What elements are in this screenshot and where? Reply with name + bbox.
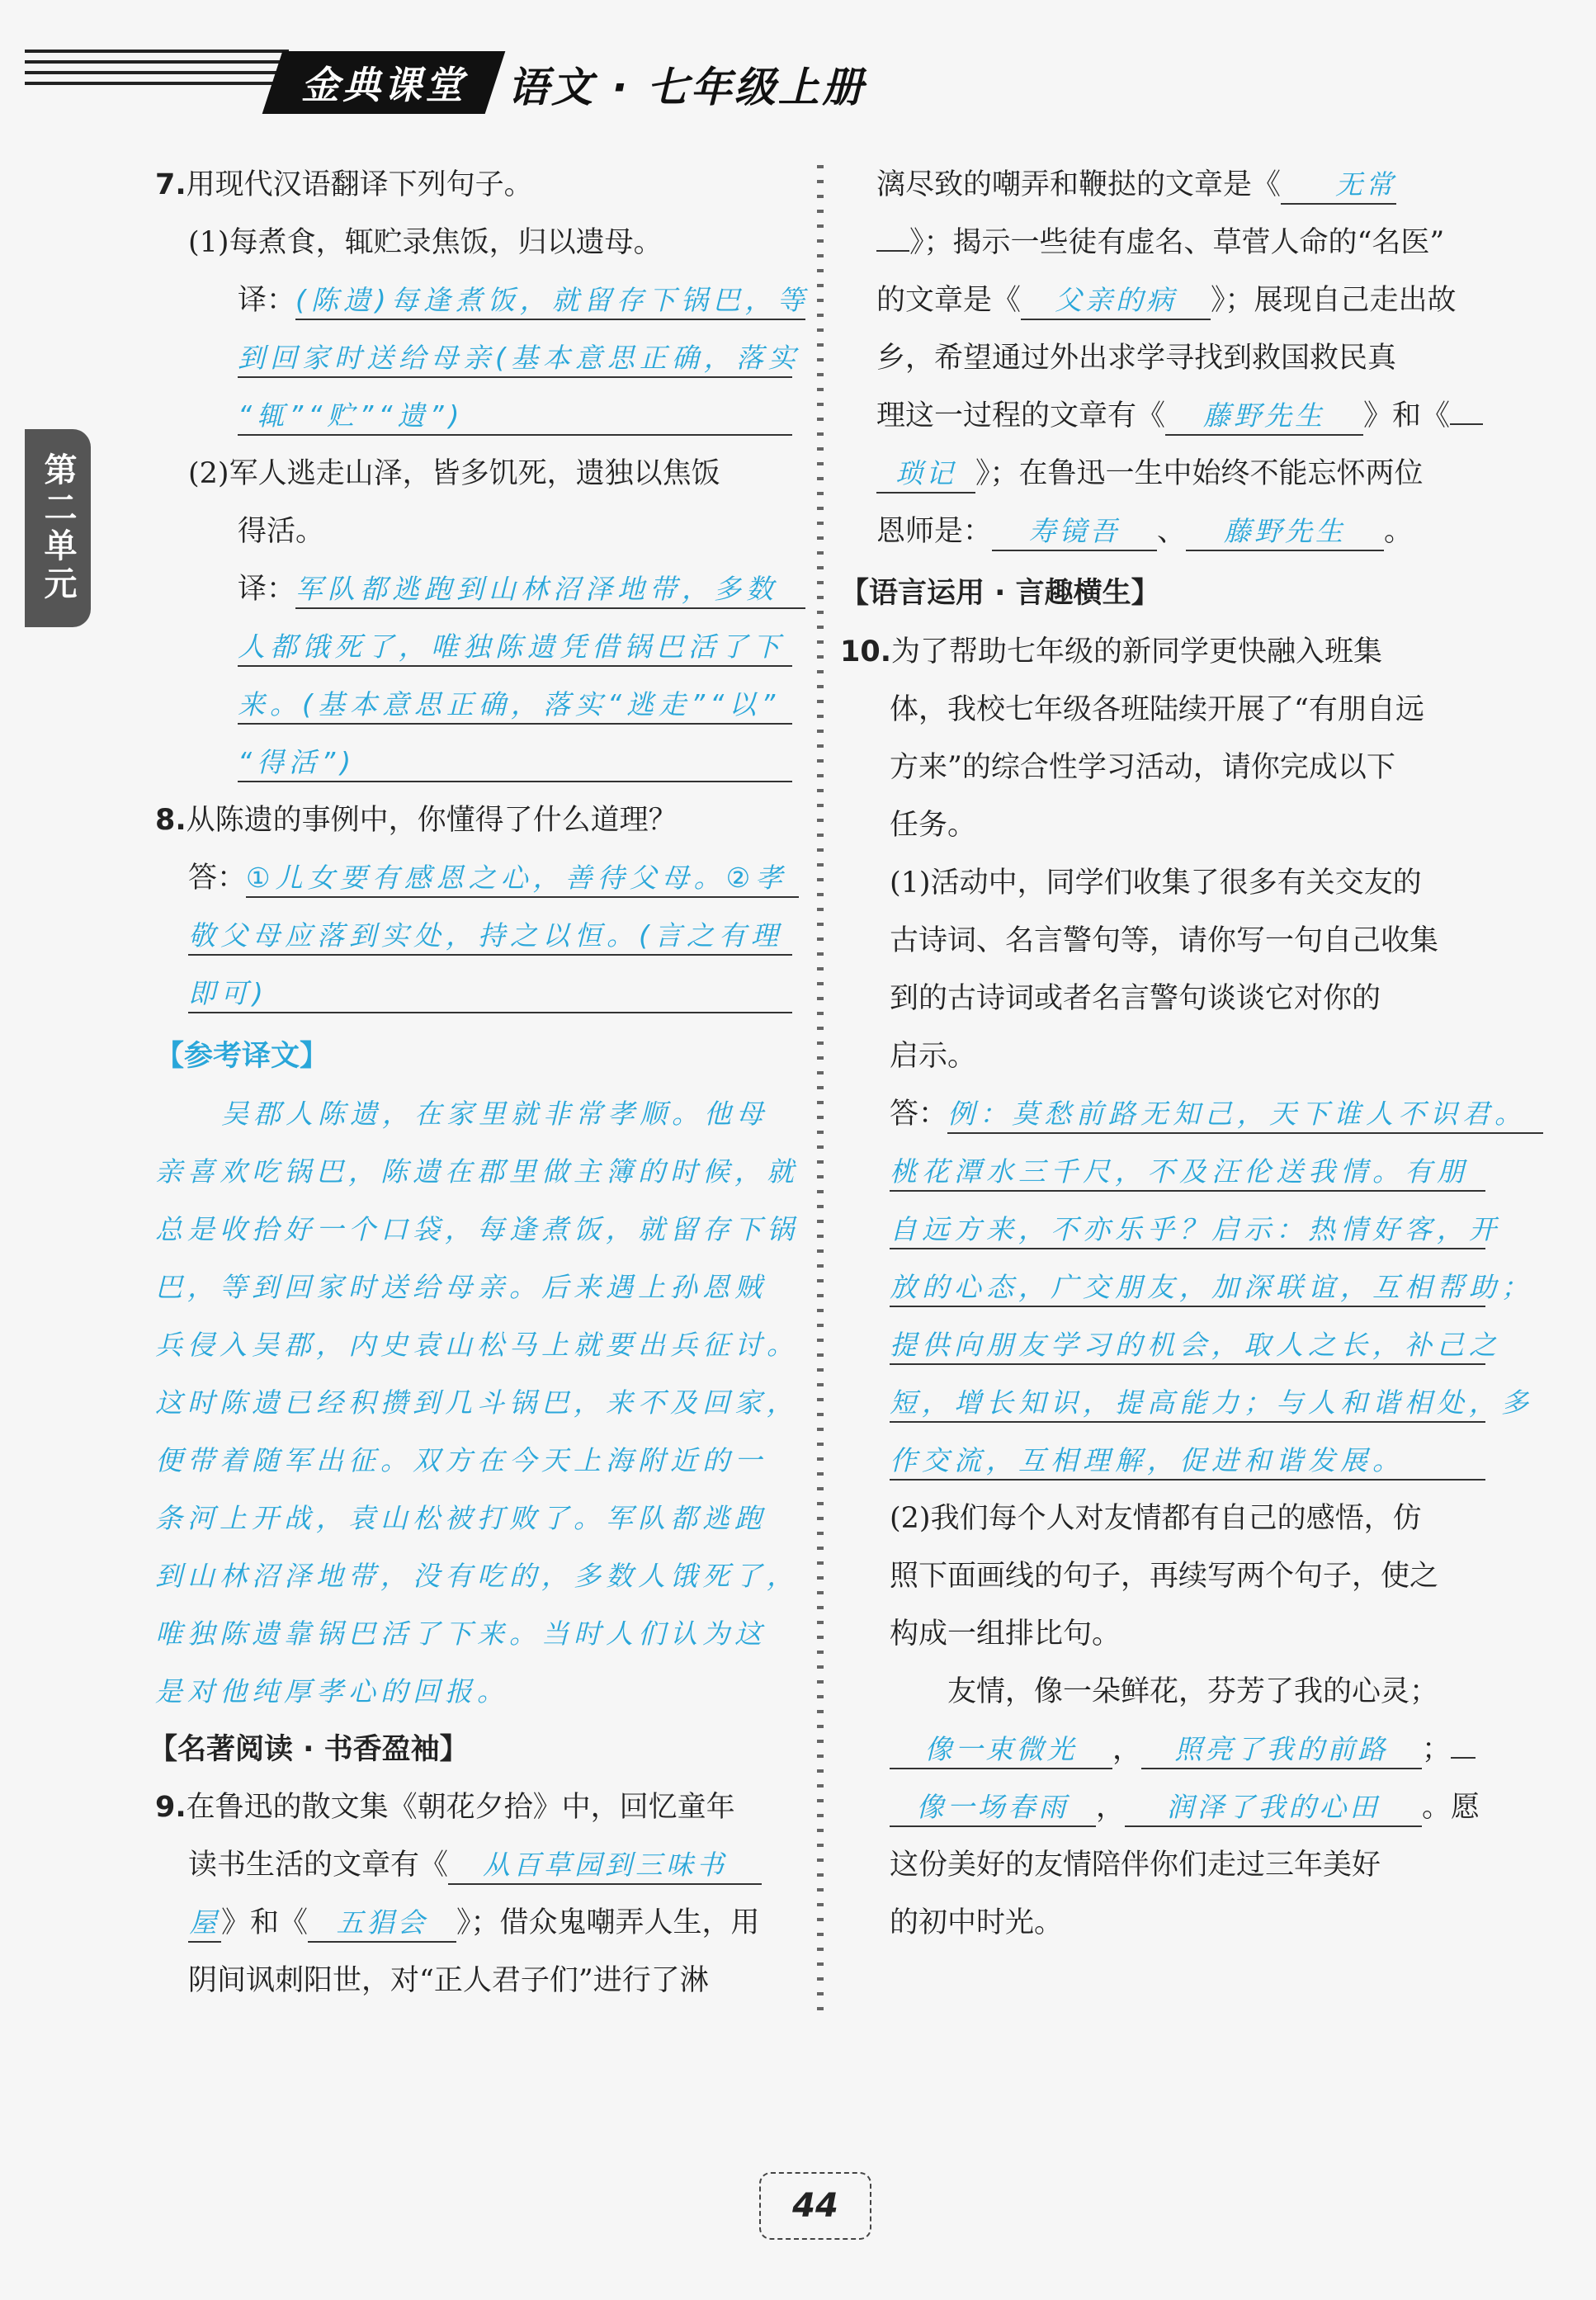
q9-text: 》；揭示一些徒有虚名、草菅人命的“名医” bbox=[909, 226, 1445, 259]
q7-number: 7. bbox=[155, 168, 187, 201]
translation-prefix: 译： bbox=[238, 284, 296, 317]
q10-intro-line-1 bbox=[840, 634, 1382, 670]
q9-blank-6: 琐记 bbox=[876, 456, 975, 494]
q7-answer-2-line-4: “得活”) bbox=[238, 744, 792, 782]
q9-line-2 bbox=[188, 1847, 762, 1885]
q9-number: 9. bbox=[155, 1791, 187, 1824]
q10-part1-line-3: 到的古诗词或者名言警句谈谈它对你的 bbox=[890, 982, 1381, 1015]
reference-line: 吴郡人陈遗，在家里就非常孝顺。他母 bbox=[221, 1098, 768, 1130]
q10-part2-line-1: (2)我们每个人对友情都有自己的感悟，仿 bbox=[890, 1502, 1422, 1535]
q10-blank-3: 像一场春雨 bbox=[890, 1789, 1096, 1827]
q9-text: 》；在鲁迅一生中始终不能忘怀两位 bbox=[975, 457, 1424, 490]
q9-blank-2: 五猖会 bbox=[308, 1905, 456, 1943]
q9-blank-5: 藤野先生 bbox=[1165, 398, 1363, 436]
q9-blank-7: 寿镜吾 bbox=[992, 513, 1157, 551]
q10-answer-line-1 bbox=[890, 1096, 1543, 1134]
q9-text: 漓尽致的嘲弄和鞭挞的文章是《 bbox=[876, 168, 1282, 201]
q7-answer-1-line-2: 到回家时送给母亲(基本意思正确，落实 bbox=[238, 340, 792, 378]
answer-prefix: 答： bbox=[890, 1098, 948, 1131]
reference-line: 便带着随军出征。双方在今天上海附近的一 bbox=[155, 1444, 767, 1476]
q9-text: 恩师是： bbox=[876, 515, 993, 548]
q10-part2-line-2: 照下面画线的句子，再续写两个句子，使之 bbox=[890, 1560, 1439, 1593]
q9-text: 读书生活的文章有《 bbox=[188, 1849, 449, 1882]
q7-title: 用现代汉语翻译下列句子。 bbox=[186, 168, 533, 201]
answer-prefix: 答： bbox=[188, 862, 247, 895]
q7-sentence-2-line-2: 得活。 bbox=[238, 515, 325, 548]
brand-text: 金典课堂 bbox=[301, 63, 466, 107]
q7-answer-2-line-1 bbox=[238, 571, 805, 609]
q9-line-4: 阴间讽刺阳世，对“正人君子们”进行了淋 bbox=[188, 1964, 709, 1997]
handwritten-answer: (陈遗)每逢煮饭，就留存下锅巴，等 bbox=[295, 282, 805, 320]
handwritten-answer: 军队都逃跑到山林沼泽地带，多数 bbox=[295, 571, 805, 609]
q10-part1-line-4: 启示。 bbox=[890, 1040, 977, 1073]
q8-answer-line-1 bbox=[188, 860, 799, 898]
q9-text: 。 bbox=[1384, 515, 1414, 548]
q10-part2-line-3: 构成一组排比句。 bbox=[890, 1618, 1121, 1651]
q10-intro-line-2: 体，我校七年级各班陆续开展了“有朋自远 bbox=[890, 693, 1424, 726]
reference-line: 唯独陈遗靠锅巴活了下来。当时人们认为这 bbox=[155, 1618, 767, 1650]
section-language-use: 【语言运用 · 言趣横生】 bbox=[840, 577, 1160, 610]
q9-text: 理这一过程的文章有《 bbox=[876, 399, 1166, 432]
punct: ， bbox=[1112, 1733, 1142, 1766]
q10-intro-line-3: 方来”的综合性学习活动，请你完成以下 bbox=[890, 751, 1395, 784]
reference-line: 总是收拾好一个口袋，每逢煮饭，就留存下锅 bbox=[155, 1213, 799, 1245]
reference-line: 到山林沼泽地带，没有吃的，多数人饿死了， bbox=[155, 1560, 799, 1592]
reference-line: 条河上开战，袁山松被打败了。军队都逃跑 bbox=[155, 1502, 767, 1534]
reference-line: 亲喜欢吃锅巴，陈遗在郡里做主簿的时候，就 bbox=[155, 1155, 799, 1188]
page-number: 44 bbox=[759, 2172, 871, 2240]
q10-number: 10. bbox=[840, 635, 892, 668]
q9-line-3 bbox=[188, 1905, 760, 1943]
q8-title: 从陈遗的事例中，你懂得了什么道理？ bbox=[186, 804, 678, 837]
q7-answer-1-line-3: “辄”“贮”“遗”) bbox=[238, 398, 792, 436]
q10-answer-line-6: 短，增长知识，提高能力；与人和谐相处，多 bbox=[890, 1385, 1485, 1423]
q10-blank-1: 像一束微光 bbox=[890, 1731, 1112, 1769]
q10-fill-line-1 bbox=[890, 1731, 1476, 1769]
punct: ； bbox=[1422, 1733, 1452, 1766]
q9-blank-1-continued: 屋 bbox=[188, 1905, 221, 1943]
q7-sentence-2-line-1: (2)军人逃走山泽，皆多饥死，遗独以焦饭 bbox=[188, 457, 720, 490]
q9-blank-8: 藤野先生 bbox=[1186, 513, 1384, 551]
q10-closing-line-2: 的初中时光。 bbox=[890, 1906, 1064, 1939]
q10-example-sentence: 友情，像一朵鲜花，芬芳了我的心灵； bbox=[947, 1675, 1439, 1708]
unit-label: 第二单元 bbox=[39, 452, 77, 604]
handwritten-answer: 例：莫愁前路无知己，天下谁人不识君。 bbox=[947, 1096, 1543, 1134]
section-classics-reading: 【名著阅读 · 书香盈袖】 bbox=[149, 1733, 469, 1766]
q10-answer-line-2: 桃花潭水三千尺，不及汪伦送我情。有朋 bbox=[890, 1154, 1485, 1192]
q10-intro-line-4: 任务。 bbox=[890, 809, 977, 842]
q10-text: 。愿 bbox=[1422, 1791, 1480, 1824]
q9-line-9 bbox=[876, 398, 1483, 436]
q10-fill-line-2 bbox=[890, 1789, 1480, 1827]
q8-heading bbox=[155, 802, 678, 838]
reference-translation-title: 【参考译文】 bbox=[155, 1040, 329, 1073]
q9-blank-1: 从百草园到三味书 bbox=[448, 1847, 762, 1885]
translation-prefix: 译： bbox=[238, 573, 296, 606]
q9-text: 在鲁迅的散文集《朝花夕拾》中，回忆童年 bbox=[186, 1791, 735, 1824]
q10-part1-line-1: (1)活动中，同学们收集了很多有关交友的 bbox=[890, 867, 1422, 900]
q10-answer-line-7: 作交流，互相理解，促进和谐发展。 bbox=[890, 1443, 1485, 1481]
q9-text: 、 bbox=[1157, 515, 1187, 548]
handwritten-answer: ①儿女要有感恩之心，善待父母。②孝 bbox=[246, 860, 799, 898]
book-title: 语文 · 七年级上册 bbox=[508, 64, 866, 111]
q9-text: 的文章是《 bbox=[876, 284, 1022, 317]
reference-line: 巴，等到回家时送给母亲。后来遇上孙恩贼 bbox=[155, 1271, 767, 1303]
q9-line-5 bbox=[876, 167, 1396, 205]
q10-closing-line-1: 这份美好的友情陪伴你们走过三年美好 bbox=[890, 1849, 1381, 1882]
q7-heading bbox=[155, 167, 533, 203]
q7-sentence-1: (1)每煮食，辄贮录焦饭，归以遗母。 bbox=[188, 226, 663, 259]
unit-side-tab bbox=[25, 429, 91, 627]
q8-number: 8. bbox=[155, 804, 187, 837]
q7-answer-2-line-3: 来。(基本意思正确，落实“逃走”“以” bbox=[238, 687, 792, 725]
q9-line-1 bbox=[155, 1789, 735, 1825]
q9-line-6 bbox=[876, 224, 1444, 261]
q10-answer-line-4: 放的心态，广交朋友，加深联谊，互相帮助； bbox=[890, 1269, 1485, 1307]
reference-line: 兵侵入吴郡，内史袁山松马上就要出兵征讨。 bbox=[155, 1329, 799, 1361]
q10-blank-4: 润泽了我的心田 bbox=[1125, 1789, 1422, 1827]
reference-line: 是对他纯厚孝心的回报。 bbox=[155, 1675, 509, 1707]
q9-blank-4: 父亲的病 bbox=[1021, 282, 1211, 320]
header-brand-badge bbox=[262, 51, 506, 114]
q10-answer-line-3: 自远方来，不亦乐乎？启示：热情好客，开 bbox=[890, 1211, 1485, 1249]
q10-blank-2: 照亮了我的前路 bbox=[1141, 1731, 1422, 1769]
q9-line-7 bbox=[876, 282, 1457, 320]
q9-line-11 bbox=[876, 513, 1413, 551]
column-divider bbox=[817, 165, 824, 2018]
q9-text: 》和《 bbox=[221, 1906, 309, 1939]
q10-answer-line-5: 提供向朋友学习的机会，取人之长，补己之 bbox=[890, 1327, 1485, 1365]
q9-line-8: 乡，希望通过外出求学寻找到救国救民真 bbox=[876, 342, 1397, 375]
q10-text: 为了帮助七年级的新同学更快融入班集 bbox=[891, 635, 1383, 668]
q9-text: 》和《 bbox=[1363, 399, 1451, 432]
punct: ， bbox=[1096, 1791, 1126, 1824]
q9-text: 》；借众鬼嘲弄人生，用 bbox=[456, 1906, 760, 1939]
q9-blank-3: 无常 bbox=[1281, 167, 1396, 205]
q9-line-10 bbox=[876, 456, 1424, 494]
q8-answer-line-2: 敬父母应落到实处，持之以恒。(言之有理 bbox=[188, 918, 792, 956]
q7-answer-2-line-2: 人都饿死了，唯独陈遗凭借锅巴活了下 bbox=[238, 629, 792, 667]
reference-line: 这时陈遗已经积攒到几斗锅巴，来不及回家， bbox=[155, 1386, 799, 1419]
q7-answer-1-line-1 bbox=[238, 282, 810, 320]
q8-answer-line-3: 即可) bbox=[188, 975, 792, 1013]
q9-text: 》；展现自己走出故 bbox=[1211, 284, 1457, 317]
header-rule-lines bbox=[25, 50, 289, 99]
q10-part1-line-2: 古诗词、名言警句等，请你写一句自己收集 bbox=[890, 924, 1439, 957]
